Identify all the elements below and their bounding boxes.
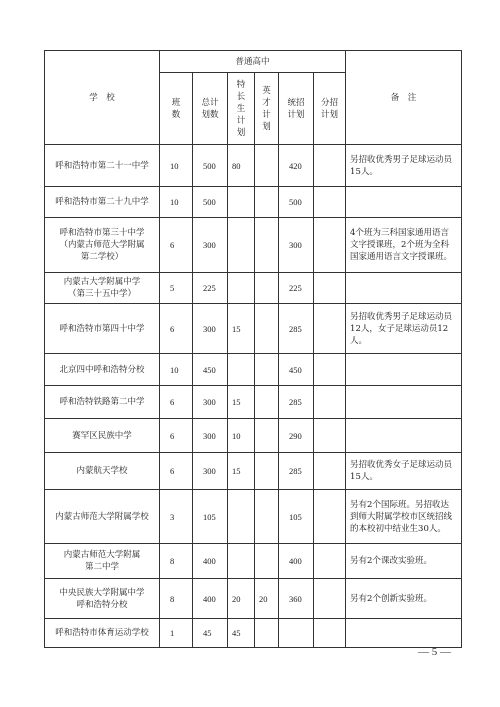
cell-remark: 另招收优秀男子足球运动员12人，女子足球运动员12人。 (346, 304, 462, 354)
table-row (45, 304, 462, 354)
cell-school: 中央民族大学附属中学 呼和浩特分校 (45, 579, 160, 619)
cell-remark: 另有2个课改实验班。 (346, 544, 462, 579)
cell-special (228, 187, 255, 218)
cell-talent (255, 386, 279, 419)
cell-unified: 500 (279, 187, 314, 218)
table-row (45, 419, 462, 453)
cell-remark: 4个班为三科国家通用语言文字授课班，2个班为全科国家通用语言文字授课班。 (346, 218, 462, 273)
cell-school: 呼和浩特市第三十中学 （内蒙古师范大学附属 第二学校） (45, 218, 160, 273)
cell-classes: 1 (160, 619, 193, 648)
cell-school: 赛罕区民族中学 (45, 419, 160, 453)
cell-special (228, 218, 255, 273)
cell-special: 15 (228, 453, 255, 490)
cell-talent (255, 544, 279, 579)
cell-school: 内蒙古师范大学附属 第二中学 (45, 544, 160, 579)
header-group: 普通高中 (160, 51, 346, 73)
cell-classes: 6 (160, 218, 193, 273)
cell-total: 300 (193, 218, 228, 273)
cell-talent (255, 419, 279, 453)
header-remark: 备 注 (346, 51, 462, 145)
cell-divided (314, 544, 346, 579)
cell-special: 15 (228, 386, 255, 419)
cell-unified: 300 (279, 218, 314, 273)
header-school: 学 校 (45, 51, 160, 145)
header-special (228, 73, 255, 145)
table-row (45, 453, 462, 490)
table-row (45, 579, 462, 619)
cell-remark: 另有2个国际班。另招收达到师大附属学校市区统招线的本校初中结业生30人。 (346, 490, 462, 544)
cell-school: 呼和浩特市第四十中学 (45, 304, 160, 354)
cell-school: 呼和浩特市第二十九中学 (45, 187, 160, 218)
cell-school: 呼和浩特市第二十一中学 (45, 145, 160, 187)
cell-remark (346, 419, 462, 453)
cell-divided (314, 419, 346, 453)
header-total-text: 总计 划数 (201, 97, 219, 120)
table-row (45, 218, 462, 273)
cell-classes: 10 (160, 145, 193, 187)
table-row (45, 354, 462, 386)
cell-school: 北京四中呼和浩特分校 (45, 354, 160, 386)
page-number: — 5 — (418, 646, 451, 658)
cell-school: 内蒙古大学附属中学 （第三十五中学） (45, 273, 160, 304)
cell-talent (255, 354, 279, 386)
cell-remark (346, 386, 462, 419)
cell-remark (346, 187, 462, 218)
cell-talent (255, 273, 279, 304)
table-row (45, 386, 462, 419)
header-talent-text: 英 才 计 划 (262, 85, 271, 132)
cell-special: 15 (228, 304, 255, 354)
cell-total: 300 (193, 419, 228, 453)
cell-talent (255, 187, 279, 218)
header-divided (314, 73, 346, 145)
cell-total: 300 (193, 453, 228, 490)
header-talent (255, 73, 279, 145)
cell-special (228, 273, 255, 304)
header-total (193, 73, 228, 145)
cell-talent (255, 304, 279, 354)
cell-total: 400 (193, 544, 228, 579)
cell-divided (314, 453, 346, 490)
cell-classes: 6 (160, 453, 193, 490)
header-unified-text: 统招 计划 (287, 97, 305, 120)
header-classes (160, 73, 193, 145)
cell-divided (314, 218, 346, 273)
cell-classes: 10 (160, 187, 193, 218)
cell-remark: 另有2个创新实验班。 (346, 579, 462, 619)
cell-unified: 285 (279, 453, 314, 490)
cell-total: 300 (193, 386, 228, 419)
table-row (45, 544, 462, 579)
table-row (45, 145, 462, 187)
cell-unified: 285 (279, 304, 314, 354)
cell-remark: 另招收优秀女子足球运动员15人。 (346, 453, 462, 490)
header-unified (279, 73, 314, 145)
cell-total: 450 (193, 354, 228, 386)
cell-school: 呼和浩特铁路第二中学 (45, 386, 160, 419)
enrollment-plan-table (44, 50, 462, 648)
cell-total: 225 (193, 273, 228, 304)
cell-classes: 10 (160, 354, 193, 386)
cell-unified: 105 (279, 490, 314, 544)
table-row (45, 187, 462, 218)
cell-talent (255, 218, 279, 273)
cell-unified: 420 (279, 145, 314, 187)
cell-divided (314, 490, 346, 544)
cell-total: 500 (193, 145, 228, 187)
cell-unified: 400 (279, 544, 314, 579)
cell-special: 80 (228, 145, 255, 187)
cell-talent (255, 145, 279, 187)
table-row (45, 490, 462, 544)
cell-divided (314, 386, 346, 419)
cell-total: 400 (193, 579, 228, 619)
header-special-text: 特 长 生 计 划 (236, 79, 246, 138)
cell-school: 内蒙航天学校 (45, 453, 160, 490)
cell-divided (314, 354, 346, 386)
cell-classes: 5 (160, 273, 193, 304)
cell-unified: 290 (279, 419, 314, 453)
cell-divided (314, 187, 346, 218)
cell-special (228, 490, 255, 544)
cell-divided (314, 619, 346, 648)
cell-unified: 225 (279, 273, 314, 304)
cell-school: 内蒙古师范大学附属学校 (45, 490, 160, 544)
cell-total: 45 (193, 619, 228, 648)
cell-school: 呼和浩特市体育运动学校 (45, 619, 160, 648)
cell-unified (279, 619, 314, 648)
cell-divided (314, 579, 346, 619)
cell-divided (314, 145, 346, 187)
header-classes-text: 班 数 (171, 97, 181, 120)
cell-unified: 450 (279, 354, 314, 386)
cell-talent: 20 (255, 579, 279, 619)
cell-special: 20 (228, 579, 255, 619)
cell-unified: 360 (279, 579, 314, 619)
cell-total: 500 (193, 187, 228, 218)
cell-remark (346, 273, 462, 304)
cell-special: 10 (228, 419, 255, 453)
cell-unified: 285 (279, 386, 314, 419)
cell-classes: 3 (160, 490, 193, 544)
cell-special (228, 544, 255, 579)
cell-divided (314, 273, 346, 304)
table-row (45, 619, 462, 648)
cell-special: 45 (228, 619, 255, 648)
cell-remark (346, 619, 462, 648)
cell-divided (314, 304, 346, 354)
cell-classes: 6 (160, 386, 193, 419)
cell-classes: 8 (160, 579, 193, 619)
cell-classes: 6 (160, 304, 193, 354)
cell-total: 300 (193, 304, 228, 354)
header-divided-text: 分招 计划 (321, 97, 339, 120)
cell-talent (255, 619, 279, 648)
cell-remark (346, 354, 462, 386)
cell-remark: 另招收优秀男子足球运动员15人。 (346, 145, 462, 187)
cell-talent (255, 490, 279, 544)
table-row (45, 273, 462, 304)
cell-talent (255, 453, 279, 490)
cell-special (228, 354, 255, 386)
cell-classes: 6 (160, 419, 193, 453)
cell-total: 105 (193, 490, 228, 544)
cell-classes: 8 (160, 544, 193, 579)
